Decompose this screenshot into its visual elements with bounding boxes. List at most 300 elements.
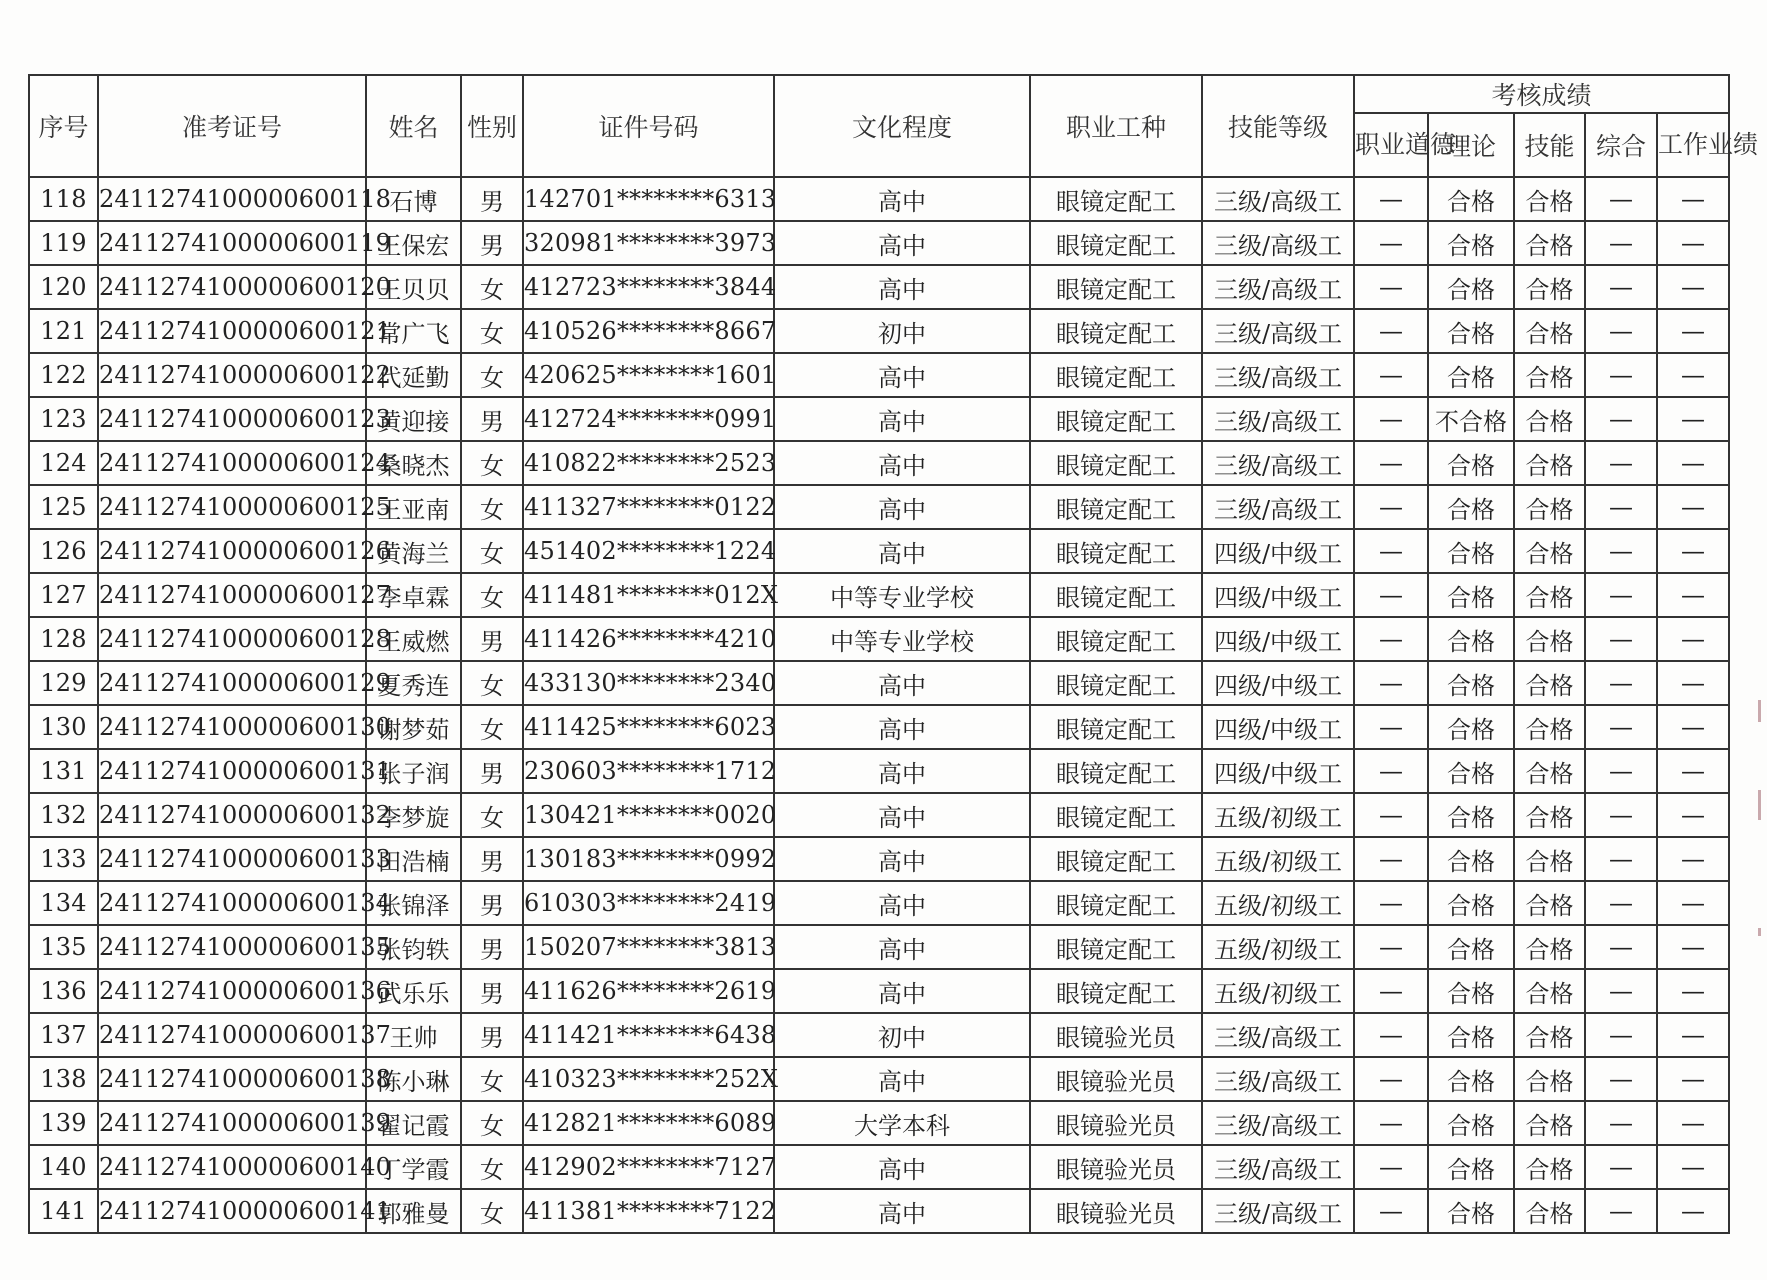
cell-skill-level: 三级/高级工	[1202, 1189, 1354, 1233]
cell-id-number: 150207********3813	[523, 925, 774, 969]
cell-theory: 合格	[1428, 441, 1514, 485]
cell-occupation: 眼镜定配工	[1030, 969, 1202, 1013]
cell-id-number: 411626********2619	[523, 969, 774, 1013]
cell-seq: 121	[29, 309, 98, 353]
cell-occupation: 眼镜定配工	[1030, 749, 1202, 793]
cell-skill: 合格	[1514, 749, 1585, 793]
table-row	[29, 925, 1729, 969]
cell-name: 李梦旋	[366, 793, 461, 837]
cell-ethics: —	[1354, 1013, 1428, 1057]
cell-education: 高中	[774, 705, 1030, 749]
cell-skill-level: 四级/中级工	[1202, 529, 1354, 573]
cell-skill: 合格	[1514, 177, 1585, 221]
cell-seq: 132	[29, 793, 98, 837]
cell-name: 丁学霞	[366, 1145, 461, 1189]
cell-skill-level: 三级/高级工	[1202, 177, 1354, 221]
cell-skill-level: 四级/中级工	[1202, 617, 1354, 661]
cell-work-performance: —	[1657, 177, 1729, 221]
exam-results-table	[28, 74, 1759, 1234]
table-row	[29, 265, 1729, 309]
cell-education: 高中	[774, 793, 1030, 837]
cell-skill: 合格	[1514, 705, 1585, 749]
table-row	[29, 793, 1729, 837]
cell-skill: 合格	[1514, 397, 1585, 441]
cell-ethics: —	[1354, 1057, 1428, 1101]
cell-work-performance: —	[1657, 661, 1729, 705]
cell-ticket: 2411274100000600140	[98, 1145, 366, 1189]
cell-comprehensive: —	[1585, 177, 1657, 221]
table-row	[29, 1057, 1729, 1101]
cell-theory: 不合格	[1428, 397, 1514, 441]
cell-gender: 女	[461, 309, 523, 353]
cell-work-performance: —	[1657, 969, 1729, 1013]
cell-id-number: 410323********252X	[523, 1057, 774, 1101]
cell-name: 郭雅曼	[366, 1189, 461, 1233]
cell-ethics: —	[1354, 705, 1428, 749]
scan-edge-mark	[1758, 790, 1761, 820]
table-row	[29, 397, 1729, 441]
cell-theory: 合格	[1428, 837, 1514, 881]
cell-ticket: 2411274100000600121	[98, 309, 366, 353]
cell-seq: 125	[29, 485, 98, 529]
cell-work-performance: —	[1657, 529, 1729, 573]
cell-work-performance: —	[1657, 1013, 1729, 1057]
cell-occupation: 眼镜定配工	[1030, 837, 1202, 881]
cell-skill-level: 三级/高级工	[1202, 397, 1354, 441]
cell-skill: 合格	[1514, 617, 1585, 661]
cell-occupation: 眼镜定配工	[1030, 177, 1202, 221]
cell-ethics: —	[1354, 221, 1428, 265]
cell-comprehensive: —	[1585, 661, 1657, 705]
cell-theory: 合格	[1428, 1145, 1514, 1189]
cell-skill-level: 三级/高级工	[1202, 1013, 1354, 1057]
cell-work-performance: —	[1657, 1101, 1729, 1145]
cell-work-performance: —	[1657, 353, 1729, 397]
cell-work-performance: —	[1657, 1145, 1729, 1189]
cell-theory: 合格	[1428, 529, 1514, 573]
header-skill-level: 技能等级	[1202, 75, 1354, 177]
header-seq: 序号	[29, 75, 98, 177]
cell-gender: 女	[461, 1057, 523, 1101]
cell-theory: 合格	[1428, 793, 1514, 837]
cell-ethics: —	[1354, 881, 1428, 925]
cell-comprehensive: —	[1585, 837, 1657, 881]
cell-occupation: 眼镜定配工	[1030, 265, 1202, 309]
cell-education: 高中	[774, 221, 1030, 265]
cell-occupation: 眼镜定配工	[1030, 485, 1202, 529]
cell-ethics: —	[1354, 617, 1428, 661]
cell-work-performance: —	[1657, 309, 1729, 353]
cell-skill: 合格	[1514, 793, 1585, 837]
cell-name: 黄海兰	[366, 529, 461, 573]
cell-gender: 女	[461, 529, 523, 573]
cell-ticket: 2411274100000600137	[98, 1013, 366, 1057]
cell-ethics: —	[1354, 1145, 1428, 1189]
cell-ticket: 2411274100000600138	[98, 1057, 366, 1101]
cell-comprehensive: —	[1585, 309, 1657, 353]
cell-gender: 女	[461, 573, 523, 617]
cell-id-number: 411381********7122	[523, 1189, 774, 1233]
cell-occupation: 眼镜定配工	[1030, 793, 1202, 837]
cell-name: 王贝贝	[366, 265, 461, 309]
cell-skill-level: 五级/初级工	[1202, 969, 1354, 1013]
cell-name: 陈小琳	[366, 1057, 461, 1101]
cell-ethics: —	[1354, 969, 1428, 1013]
cell-gender: 男	[461, 177, 523, 221]
header-ethics: 职业道德	[1354, 113, 1428, 177]
cell-skill: 合格	[1514, 1013, 1585, 1057]
cell-comprehensive: —	[1585, 925, 1657, 969]
table-row	[29, 309, 1729, 353]
cell-skill-level: 五级/初级工	[1202, 837, 1354, 881]
cell-skill: 合格	[1514, 1145, 1585, 1189]
cell-seq: 124	[29, 441, 98, 485]
table-row	[29, 705, 1729, 749]
cell-seq: 122	[29, 353, 98, 397]
cell-comprehensive: —	[1585, 749, 1657, 793]
cell-education: 高中	[774, 441, 1030, 485]
cell-id-number: 130421********0020	[523, 793, 774, 837]
cell-id-number: 412724********0991	[523, 397, 774, 441]
cell-id-number: 411327********0122	[523, 485, 774, 529]
cell-seq: 139	[29, 1101, 98, 1145]
cell-education: 初中	[774, 1013, 1030, 1057]
cell-occupation: 眼镜验光员	[1030, 1013, 1202, 1057]
cell-ticket: 2411274100000600123	[98, 397, 366, 441]
cell-gender: 女	[461, 1189, 523, 1233]
cell-ethics: —	[1354, 529, 1428, 573]
cell-ticket: 2411274100000600133	[98, 837, 366, 881]
cell-name: 谢梦茹	[366, 705, 461, 749]
cell-gender: 女	[461, 793, 523, 837]
cell-occupation: 眼镜验光员	[1030, 1057, 1202, 1101]
header-skill: 技能	[1514, 113, 1585, 177]
cell-skill: 合格	[1514, 573, 1585, 617]
cell-id-number: 411425********6023	[523, 705, 774, 749]
cell-theory: 合格	[1428, 749, 1514, 793]
cell-theory: 合格	[1428, 353, 1514, 397]
header-id-number: 证件号码	[523, 75, 774, 177]
table-row	[29, 441, 1729, 485]
cell-name: 李卓霖	[366, 573, 461, 617]
cell-comprehensive: —	[1585, 265, 1657, 309]
cell-gender: 男	[461, 617, 523, 661]
cell-name: 代延勤	[366, 353, 461, 397]
cell-work-performance: —	[1657, 441, 1729, 485]
cell-skill-level: 三级/高级工	[1202, 353, 1354, 397]
cell-skill-level: 四级/中级工	[1202, 749, 1354, 793]
cell-id-number: 451402********1224	[523, 529, 774, 573]
scan-edge-mark	[1758, 700, 1761, 722]
cell-id-number: 420625********1601	[523, 353, 774, 397]
cell-theory: 合格	[1428, 309, 1514, 353]
cell-skill-level: 三级/高级工	[1202, 1101, 1354, 1145]
cell-name: 王亚南	[366, 485, 461, 529]
cell-ticket: 2411274100000600131	[98, 749, 366, 793]
cell-ticket: 2411274100000600132	[98, 793, 366, 837]
cell-ticket: 2411274100000600130	[98, 705, 366, 749]
cell-id-number: 411426********4210	[523, 617, 774, 661]
cell-comprehensive: —	[1585, 485, 1657, 529]
cell-skill: 合格	[1514, 485, 1585, 529]
table-row	[29, 1145, 1729, 1189]
cell-theory: 合格	[1428, 881, 1514, 925]
table-row	[29, 529, 1729, 573]
cell-name: 翟记霞	[366, 1101, 461, 1145]
cell-skill-level: 四级/中级工	[1202, 661, 1354, 705]
cell-theory: 合格	[1428, 925, 1514, 969]
cell-theory: 合格	[1428, 661, 1514, 705]
cell-theory: 合格	[1428, 617, 1514, 661]
cell-comprehensive: —	[1585, 1057, 1657, 1101]
cell-gender: 男	[461, 749, 523, 793]
cell-skill: 合格	[1514, 309, 1585, 353]
cell-skill-level: 五级/初级工	[1202, 881, 1354, 925]
header-education: 文化程度	[774, 75, 1030, 177]
cell-ethics: —	[1354, 441, 1428, 485]
cell-ethics: —	[1354, 661, 1428, 705]
header-theory: 理论	[1428, 113, 1514, 177]
table-row	[29, 573, 1729, 617]
cell-ticket: 2411274100000600128	[98, 617, 366, 661]
cell-comprehensive: —	[1585, 529, 1657, 573]
cell-occupation: 眼镜定配工	[1030, 353, 1202, 397]
cell-seq: 141	[29, 1189, 98, 1233]
cell-ticket: 2411274100000600134	[98, 881, 366, 925]
cell-ethics: —	[1354, 793, 1428, 837]
cell-seq: 131	[29, 749, 98, 793]
cell-occupation: 眼镜定配工	[1030, 441, 1202, 485]
table-row	[29, 1189, 1729, 1233]
cell-ethics: —	[1354, 309, 1428, 353]
cell-comprehensive: —	[1585, 1145, 1657, 1189]
cell-skill: 合格	[1514, 969, 1585, 1013]
cell-education: 高中	[774, 925, 1030, 969]
cell-work-performance: —	[1657, 1057, 1729, 1101]
cell-skill: 合格	[1514, 837, 1585, 881]
header-occupation: 职业工种	[1030, 75, 1202, 177]
cell-id-number: 411481********012X	[523, 573, 774, 617]
cell-theory: 合格	[1428, 1189, 1514, 1233]
cell-occupation: 眼镜定配工	[1030, 397, 1202, 441]
table-row	[29, 837, 1729, 881]
cell-comprehensive: —	[1585, 881, 1657, 925]
cell-ticket: 2411274100000600120	[98, 265, 366, 309]
cell-gender: 女	[461, 353, 523, 397]
cell-ticket: 2411274100000600124	[98, 441, 366, 485]
cell-gender: 女	[461, 1145, 523, 1189]
cell-gender: 男	[461, 881, 523, 925]
cell-seq: 133	[29, 837, 98, 881]
table-row	[29, 177, 1729, 221]
cell-seq: 123	[29, 397, 98, 441]
cell-gender: 男	[461, 397, 523, 441]
cell-id-number: 410526********8667	[523, 309, 774, 353]
cell-ethics: —	[1354, 1189, 1428, 1233]
cell-theory: 合格	[1428, 1013, 1514, 1057]
cell-seq: 126	[29, 529, 98, 573]
table-header	[29, 75, 1759, 177]
cell-theory: 合格	[1428, 1101, 1514, 1145]
cell-id-number: 412723********3844	[523, 265, 774, 309]
cell-seq: 127	[29, 573, 98, 617]
cell-seq: 130	[29, 705, 98, 749]
table-row	[29, 749, 1729, 793]
cell-seq: 128	[29, 617, 98, 661]
cell-skill-level: 三级/高级工	[1202, 441, 1354, 485]
cell-work-performance: —	[1657, 793, 1729, 837]
cell-work-performance: —	[1657, 1189, 1729, 1233]
cell-seq: 118	[29, 177, 98, 221]
cell-seq: 134	[29, 881, 98, 925]
cell-seq: 138	[29, 1057, 98, 1101]
cell-education: 初中	[774, 309, 1030, 353]
cell-comprehensive: —	[1585, 969, 1657, 1013]
table-row	[29, 661, 1729, 705]
cell-theory: 合格	[1428, 1057, 1514, 1101]
cell-skill: 合格	[1514, 1101, 1585, 1145]
cell-skill-level: 三级/高级工	[1202, 221, 1354, 265]
table-row	[29, 1101, 1729, 1145]
cell-skill-level: 五级/初级工	[1202, 793, 1354, 837]
cell-theory: 合格	[1428, 573, 1514, 617]
table-row	[29, 881, 1729, 925]
cell-occupation: 眼镜定配工	[1030, 925, 1202, 969]
cell-work-performance: —	[1657, 925, 1729, 969]
header-ticket: 准考证号	[98, 75, 366, 177]
cell-education: 大学本科	[774, 1101, 1030, 1145]
cell-education: 中等专业学校	[774, 617, 1030, 661]
cell-comprehensive: —	[1585, 705, 1657, 749]
table-row	[29, 1013, 1729, 1057]
cell-gender: 女	[461, 1101, 523, 1145]
cell-work-performance: —	[1657, 749, 1729, 793]
cell-ticket: 2411274100000600135	[98, 925, 366, 969]
cell-comprehensive: —	[1585, 617, 1657, 661]
cell-education: 高中	[774, 881, 1030, 925]
cell-ticket: 2411274100000600118	[98, 177, 366, 221]
cell-skill: 合格	[1514, 1189, 1585, 1233]
cell-gender: 男	[461, 969, 523, 1013]
cell-gender: 男	[461, 837, 523, 881]
cell-skill-level: 三级/高级工	[1202, 485, 1354, 529]
cell-ethics: —	[1354, 177, 1428, 221]
cell-theory: 合格	[1428, 221, 1514, 265]
cell-education: 中等专业学校	[774, 573, 1030, 617]
cell-skill-level: 四级/中级工	[1202, 705, 1354, 749]
cell-id-number: 433130********2340	[523, 661, 774, 705]
cell-work-performance: —	[1657, 705, 1729, 749]
cell-skill: 合格	[1514, 881, 1585, 925]
cell-name: 张子润	[366, 749, 461, 793]
cell-id-number: 142701********6313	[523, 177, 774, 221]
cell-occupation: 眼镜定配工	[1030, 309, 1202, 353]
cell-name: 王保宏	[366, 221, 461, 265]
cell-education: 高中	[774, 529, 1030, 573]
cell-ticket: 2411274100000600125	[98, 485, 366, 529]
cell-work-performance: —	[1657, 397, 1729, 441]
cell-gender: 男	[461, 925, 523, 969]
cell-seq: 135	[29, 925, 98, 969]
cell-id-number: 130183********0992	[523, 837, 774, 881]
cell-name: 王威燃	[366, 617, 461, 661]
cell-name: 桑晓杰	[366, 441, 461, 485]
table-row	[29, 353, 1729, 397]
cell-ticket: 2411274100000600139	[98, 1101, 366, 1145]
cell-occupation: 眼镜定配工	[1030, 529, 1202, 573]
cell-education: 高中	[774, 749, 1030, 793]
table-row	[29, 485, 1729, 529]
cell-comprehensive: —	[1585, 397, 1657, 441]
cell-gender: 女	[461, 265, 523, 309]
cell-education: 高中	[774, 265, 1030, 309]
cell-education: 高中	[774, 837, 1030, 881]
cell-education: 高中	[774, 1189, 1030, 1233]
cell-education: 高中	[774, 353, 1030, 397]
cell-id-number: 610303********2419	[523, 881, 774, 925]
cell-skill: 合格	[1514, 221, 1585, 265]
cell-comprehensive: —	[1585, 1013, 1657, 1057]
cell-ticket: 2411274100000600136	[98, 969, 366, 1013]
cell-ethics: —	[1354, 353, 1428, 397]
cell-theory: 合格	[1428, 485, 1514, 529]
cell-education: 高中	[774, 177, 1030, 221]
cell-ticket: 2411274100000600122	[98, 353, 366, 397]
cell-skill: 合格	[1514, 661, 1585, 705]
cell-ticket: 2411274100000600119	[98, 221, 366, 265]
cell-id-number: 411421********6438	[523, 1013, 774, 1057]
header-name: 姓名	[366, 75, 461, 177]
cell-education: 高中	[774, 1145, 1030, 1189]
cell-comprehensive: —	[1585, 1189, 1657, 1233]
table-row	[29, 969, 1729, 1013]
cell-name: 黄迎接	[366, 397, 461, 441]
cell-id-number: 412821********6089	[523, 1101, 774, 1145]
cell-ethics: —	[1354, 397, 1428, 441]
cell-comprehensive: —	[1585, 573, 1657, 617]
cell-theory: 合格	[1428, 265, 1514, 309]
cell-gender: 男	[461, 221, 523, 265]
cell-occupation: 眼镜定配工	[1030, 617, 1202, 661]
cell-comprehensive: —	[1585, 793, 1657, 837]
cell-name: 田浩楠	[366, 837, 461, 881]
cell-comprehensive: —	[1585, 353, 1657, 397]
table-row	[29, 617, 1729, 661]
cell-ethics: —	[1354, 1101, 1428, 1145]
cell-skill-level: 三级/高级工	[1202, 1057, 1354, 1101]
cell-id-number: 412902********7127	[523, 1145, 774, 1189]
cell-education: 高中	[774, 485, 1030, 529]
cell-work-performance: —	[1657, 485, 1729, 529]
cell-gender: 女	[461, 705, 523, 749]
cell-ethics: —	[1354, 925, 1428, 969]
cell-occupation: 眼镜定配工	[1030, 881, 1202, 925]
cell-education: 高中	[774, 397, 1030, 441]
cell-ethics: —	[1354, 485, 1428, 529]
cell-skill: 合格	[1514, 441, 1585, 485]
cell-id-number: 410822********2523	[523, 441, 774, 485]
header-comprehensive: 综合	[1585, 113, 1657, 177]
cell-gender: 男	[461, 1013, 523, 1057]
cell-ethics: —	[1354, 837, 1428, 881]
cell-ticket: 2411274100000600129	[98, 661, 366, 705]
cell-comprehensive: —	[1585, 441, 1657, 485]
cell-work-performance: —	[1657, 881, 1729, 925]
cell-occupation: 眼镜定配工	[1030, 221, 1202, 265]
cell-skill-level: 五级/初级工	[1202, 925, 1354, 969]
cell-skill-level: 三级/高级工	[1202, 309, 1354, 353]
cell-name: 张钧轶	[366, 925, 461, 969]
